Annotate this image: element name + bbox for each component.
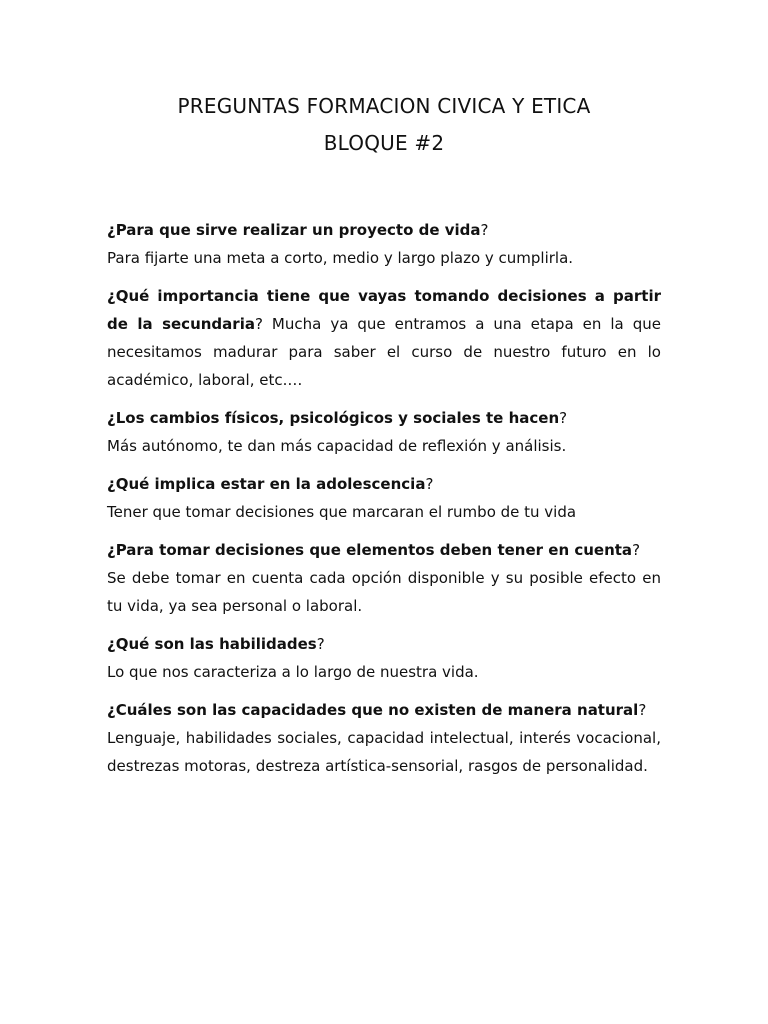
question-mark: ?: [425, 475, 434, 493]
answer: Lenguaje, habilidades sociales, capacidad intelectual, interés vocacional, destrezas motoras, destreza artística-sensorial, rasgos de personalidad.: [107, 729, 661, 775]
qa-item: [107, 404, 661, 460]
question-text: ¿Qué importancia tiene que vayas tomando decisiones a partir de la secundaria: [107, 287, 661, 333]
answer: Mucha ya que entramos a una etapa en la que necesitamos madurar para saber el curso de nuestro futuro en lo académico, laboral, etc.…: [107, 315, 661, 389]
question-mark: ?: [632, 541, 641, 559]
question-text: ¿Para tomar decisiones que elementos deben tener en cuenta: [107, 541, 633, 559]
qa-item: [107, 216, 661, 272]
question-mark: ?: [254, 315, 263, 333]
question-mark: ?: [316, 635, 325, 653]
question: [107, 696, 661, 724]
document-title-line-2: BLOQUE #2: [323, 131, 445, 155]
qa-item: [107, 536, 661, 620]
qa-list: [107, 216, 661, 790]
question-mark: ?: [559, 409, 568, 427]
qa-item: [107, 282, 661, 394]
answer: Lo que nos caracteriza a lo largo de nuestra vida.: [107, 663, 479, 681]
question: [107, 536, 661, 564]
qa-item: [107, 470, 661, 526]
question-text: ¿Qué implica estar en la adolescencia: [107, 475, 426, 493]
question: [107, 630, 661, 658]
question-mark: ?: [480, 221, 489, 239]
qa-item: [107, 696, 661, 780]
answer: Se debe tomar en cuenta cada opción disponible y su posible efecto en tu vida, ya sea personal o laboral.: [107, 569, 661, 615]
document-title-line-1: PREGUNTAS FORMACION CIVICA Y ETICA: [177, 94, 591, 118]
question-with-inline-answer: [107, 282, 661, 394]
question-mark: ?: [638, 701, 647, 719]
question: [107, 404, 661, 432]
question-text: ¿Para que sirve realizar un proyecto de vida: [107, 221, 481, 239]
answer: Más autónomo, te dan más capacidad de reflexión y análisis.: [107, 437, 567, 455]
qa-item: [107, 630, 661, 686]
question-text: ¿Qué son las habilidades: [107, 635, 317, 653]
question: [107, 216, 661, 244]
answer: Para fijarte una meta a corto, medio y largo plazo y cumplirla.: [107, 249, 574, 267]
question: [107, 470, 661, 498]
question-text: ¿Los cambios físicos, psicológicos y sociales te hacen: [107, 409, 560, 427]
answer: Tener que tomar decisiones que marcaran el rumbo de tu vida: [107, 503, 577, 521]
question-text: ¿Cuáles son las capacidades que no existen de manera natural: [107, 701, 639, 719]
